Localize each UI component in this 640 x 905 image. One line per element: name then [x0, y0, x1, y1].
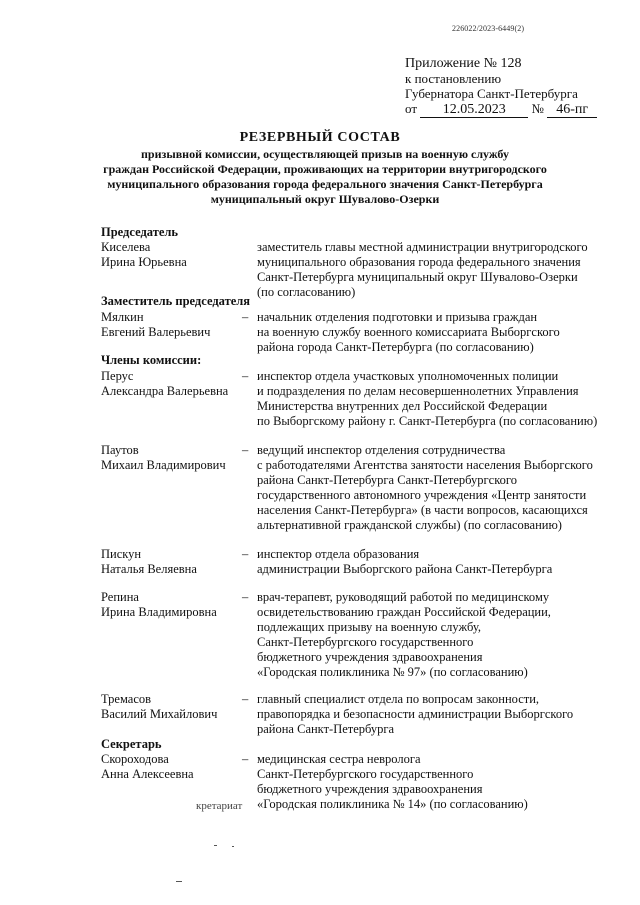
role-line: бюджетного учреждения здравоохранения: [257, 782, 483, 796]
dash-separator: –: [242, 590, 249, 604]
subtitle-line: граждан Российской Федерации, проживающих на территории внутригородского: [103, 162, 547, 176]
role-line: Министерства внутренних дел Российской Федерации: [257, 399, 548, 413]
role-line: главный специалист отдела по вопросам законности,: [257, 692, 540, 706]
dash-separator: –: [242, 692, 249, 706]
number-prefix: №: [531, 101, 544, 116]
member-name: [101, 310, 251, 340]
member-surname: Репина: [101, 590, 139, 604]
role-line: правопорядка и безопасности администрации Выборгского: [257, 707, 574, 721]
member-given-name: Александра Валерьевна: [101, 384, 229, 398]
member-name: [101, 692, 251, 722]
document-title: РЕЗЕРВНЫЙ СОСТАВ: [239, 130, 401, 145]
dash-separator: –: [242, 443, 249, 457]
role-line: «Городская поликлиника № 14» (по согласованию): [257, 797, 528, 811]
dash-separator: –: [242, 547, 249, 561]
decree-date: 12.05.2023: [420, 102, 528, 118]
member-surname: Скороходова: [101, 752, 169, 766]
role-line: (по согласованию): [257, 285, 356, 299]
member-role: [257, 240, 621, 300]
role-line: по Выборгскому району г. Санкт-Петербурга (по согласованию): [257, 414, 598, 428]
member-name: [101, 590, 251, 620]
member-given-name: Евгений Валерьевич: [101, 325, 211, 339]
role-line: государственного автономного учреждения «Центр занятости: [257, 488, 587, 502]
member-given-name: Наталья Веляевна: [101, 562, 197, 576]
member-surname: Тремасов: [101, 692, 152, 706]
appendix-date-number-row: [405, 101, 615, 118]
dash-separator: –: [242, 369, 249, 383]
role-line: начальник отделения подготовки и призыва граждан: [257, 310, 538, 324]
member-name: [101, 443, 251, 473]
member-name: [101, 752, 251, 782]
date-prefix: от: [405, 101, 418, 116]
role-line: «Городская поликлиника № 97» (по согласованию): [257, 665, 528, 679]
section-deputy: Заместитель председателя: [101, 294, 251, 308]
dash-separator: –: [242, 752, 249, 766]
section-members: Члены комиссии:: [101, 353, 202, 367]
role-line: бюджетного учреждения здравоохранения: [257, 650, 483, 664]
role-line: с работодателями Агентства занятости населения Выборгского: [257, 458, 593, 472]
appendix-block: [405, 56, 615, 118]
appendix-authority: Губернатора Санкт-Петербурга: [405, 86, 578, 101]
member-given-name: Михаил Владимирович: [101, 458, 226, 472]
role-line: и подразделения по делам несовершеннолетних Управления: [257, 384, 579, 398]
scan-speck: [176, 881, 182, 882]
member-surname: Паутов: [101, 443, 139, 457]
member-role: [257, 310, 621, 355]
member-surname: Пискун: [101, 547, 142, 561]
role-line: заместитель главы местной администрации внутригородского: [257, 240, 588, 254]
role-line: альтернативной гражданской службы) (по согласованию): [257, 518, 562, 532]
member-role: [257, 547, 621, 577]
subtitle-line: муниципальный округ Шувалово-Озерки: [210, 192, 440, 206]
appendix-ref: к постановлению: [405, 71, 502, 86]
dash-separator: –: [242, 310, 249, 324]
section-secretary: Секретарь: [101, 737, 162, 751]
role-line: инспектор отдела участковых уполномоченных полиции: [257, 369, 559, 383]
role-line: медицинская сестра невролога: [257, 752, 421, 766]
member-given-name: Ирина Юрьевна: [101, 255, 187, 269]
role-line: населения Санкт-Петербурга» (в части вопросов, касающихся: [257, 503, 588, 517]
role-line: района города Санкт-Петербурга (по согласованию): [257, 340, 534, 354]
member-name: [101, 240, 251, 270]
member-surname: Киселева: [101, 240, 151, 254]
member-role: [257, 590, 621, 680]
member-given-name: Ирина Владимировна: [101, 605, 217, 619]
member-name: [101, 369, 251, 399]
member-surname: Мялкин: [101, 310, 144, 324]
member-role: [257, 369, 621, 429]
role-line: администрации Выборгского района Санкт-Петербурга: [257, 562, 553, 576]
scan-speck: [214, 845, 217, 846]
footer-smudge-text: кретариат: [196, 800, 243, 812]
role-line: инспектор отдела образования: [257, 547, 420, 561]
subtitle-line: муниципального образования города федерального значения Санкт-Петербурга: [107, 177, 543, 191]
role-line: Санкт-Петербургского государственного: [257, 767, 474, 781]
subtitle-line: призывной комиссии, осуществляющей призыв на военную службу: [141, 147, 509, 161]
role-line: Санкт-Петербурга муниципальный округ Шувалово-Озерки: [257, 270, 578, 284]
member-role: [257, 443, 621, 533]
member-role: [257, 752, 621, 812]
member-role: [257, 692, 621, 737]
member-surname: Перус: [101, 369, 134, 383]
role-line: на военную службу военного комиссариата Выборгского: [257, 325, 560, 339]
role-line: района Санкт-Петербурга: [257, 722, 395, 736]
role-line: района Санкт-Петербурга Санкт-Петербургского: [257, 473, 517, 487]
appendix-number: Приложение № 128: [405, 56, 522, 71]
role-line: Санкт-Петербургского государственного: [257, 635, 474, 649]
role-line: ведущий инспектор отделения сотрудничества: [257, 443, 506, 457]
role-line: муниципального образования города федерального значения: [257, 255, 581, 269]
scan-speck: [232, 846, 234, 847]
section-chair: Председатель: [101, 225, 179, 239]
member-given-name: Василий Михайлович: [101, 707, 218, 721]
member-name: [101, 547, 251, 577]
role-line: подлежащих призыву на военную службу,: [257, 620, 481, 634]
role-line: врач-терапевт, руководящий работой по медицинскому: [257, 590, 550, 604]
document-subtitle: [70, 147, 580, 207]
decree-number: 46-пг: [547, 102, 597, 118]
role-line: освидетельствованию граждан Российской Федерации,: [257, 605, 551, 619]
document-id: 226022/2023-6449(2): [452, 24, 525, 33]
member-given-name: Анна Алексеевна: [101, 767, 194, 781]
